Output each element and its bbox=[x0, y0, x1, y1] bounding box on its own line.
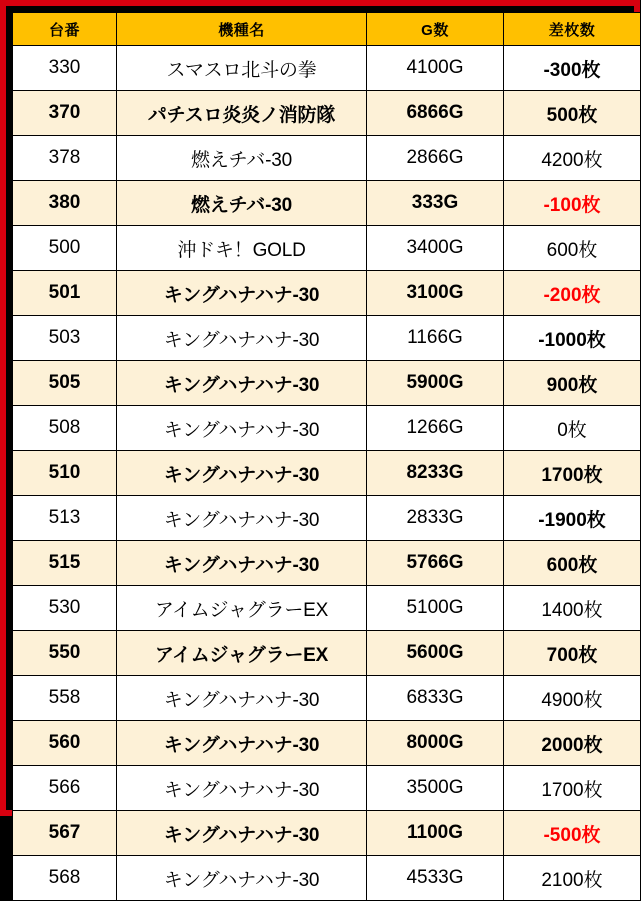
table-row bbox=[13, 766, 641, 811]
table-header bbox=[13, 13, 641, 46]
column-header-diff: 差枚数 bbox=[504, 13, 641, 46]
cell-machine-name: 燃えチバ-30 bbox=[117, 181, 367, 226]
cell-machine-name: アイムジャグラーEX bbox=[117, 586, 367, 631]
table-row bbox=[13, 496, 641, 541]
cell-machine-name: 沖ドキ！GOLD bbox=[117, 226, 367, 271]
cell-diff-medals: -200枚 bbox=[504, 271, 641, 316]
cell-games: 1100G bbox=[367, 811, 504, 856]
cell-diff-medals: 2100枚 bbox=[504, 856, 641, 901]
cell-games: 3400G bbox=[367, 226, 504, 271]
cell-machine-name: 燃えチバ-30 bbox=[117, 136, 367, 181]
cell-games: 8233G bbox=[367, 451, 504, 496]
cell-dai-number: 530 bbox=[13, 586, 117, 631]
table-row bbox=[13, 586, 641, 631]
cell-dai-number: 550 bbox=[13, 631, 117, 676]
cell-games: 4533G bbox=[367, 856, 504, 901]
cell-machine-name: キングハナハナ-30 bbox=[117, 541, 367, 586]
cell-diff-medals: 1700枚 bbox=[504, 451, 641, 496]
cell-dai-number: 568 bbox=[13, 856, 117, 901]
cell-dai-number: 560 bbox=[13, 721, 117, 766]
table-body bbox=[13, 46, 641, 901]
cell-machine-name: パチスロ炎炎ノ消防隊 bbox=[117, 91, 367, 136]
table-row bbox=[13, 361, 641, 406]
cell-machine-name: キングハナハナ-30 bbox=[117, 721, 367, 766]
cell-diff-medals: 1700枚 bbox=[504, 766, 641, 811]
table-row bbox=[13, 226, 641, 271]
cell-games: 5600G bbox=[367, 631, 504, 676]
cell-dai-number: 510 bbox=[13, 451, 117, 496]
cell-dai-number: 501 bbox=[13, 271, 117, 316]
table-row bbox=[13, 811, 641, 856]
cell-machine-name: キングハナハナ-30 bbox=[117, 766, 367, 811]
cell-dai-number: 513 bbox=[13, 496, 117, 541]
cell-machine-name: キングハナハナ-30 bbox=[117, 811, 367, 856]
table-row bbox=[13, 631, 641, 676]
table-row bbox=[13, 541, 641, 586]
cell-machine-name: キングハナハナ-30 bbox=[117, 361, 367, 406]
cell-games: 1166G bbox=[367, 316, 504, 361]
table-row bbox=[13, 91, 641, 136]
cell-dai-number: 558 bbox=[13, 676, 117, 721]
cell-machine-name: キングハナハナ-30 bbox=[117, 496, 367, 541]
cell-diff-medals: -500枚 bbox=[504, 811, 641, 856]
cell-dai-number: 378 bbox=[13, 136, 117, 181]
cell-diff-medals: 2000枚 bbox=[504, 721, 641, 766]
cell-games: 2833G bbox=[367, 496, 504, 541]
table-container bbox=[12, 12, 640, 891]
table-row bbox=[13, 181, 641, 226]
table-row bbox=[13, 721, 641, 766]
table-header-row bbox=[13, 13, 641, 46]
cell-games: 3500G bbox=[367, 766, 504, 811]
cell-machine-name: キングハナハナ-30 bbox=[117, 271, 367, 316]
column-header-games: G数 bbox=[367, 13, 504, 46]
table-row bbox=[13, 316, 641, 361]
cell-machine-name: アイムジャグラーEX bbox=[117, 631, 367, 676]
cell-dai-number: 567 bbox=[13, 811, 117, 856]
cell-diff-medals: -1900枚 bbox=[504, 496, 641, 541]
cell-games: 4100G bbox=[367, 46, 504, 91]
table-row bbox=[13, 406, 641, 451]
cell-diff-medals: 1400枚 bbox=[504, 586, 641, 631]
cell-dai-number: 380 bbox=[13, 181, 117, 226]
cell-diff-medals: 4900枚 bbox=[504, 676, 641, 721]
cell-machine-name: キングハナハナ-30 bbox=[117, 856, 367, 901]
cell-diff-medals: 0枚 bbox=[504, 406, 641, 451]
table-row bbox=[13, 136, 641, 181]
cell-games: 6833G bbox=[367, 676, 504, 721]
cell-dai-number: 500 bbox=[13, 226, 117, 271]
cell-machine-name: スマスロ北斗の拳 bbox=[117, 46, 367, 91]
column-header-kishu: 機種名 bbox=[117, 13, 367, 46]
table-row bbox=[13, 676, 641, 721]
table-row bbox=[13, 451, 641, 496]
cell-games: 2866G bbox=[367, 136, 504, 181]
cell-games: 333G bbox=[367, 181, 504, 226]
cell-diff-medals: 500枚 bbox=[504, 91, 641, 136]
cell-dai-number: 503 bbox=[13, 316, 117, 361]
cell-dai-number: 515 bbox=[13, 541, 117, 586]
cell-dai-number: 508 bbox=[13, 406, 117, 451]
cell-diff-medals: 4200枚 bbox=[504, 136, 641, 181]
cell-games: 5900G bbox=[367, 361, 504, 406]
cell-machine-name: キングハナハナ-30 bbox=[117, 451, 367, 496]
cell-diff-medals: -1000枚 bbox=[504, 316, 641, 361]
cell-machine-name: キングハナハナ-30 bbox=[117, 406, 367, 451]
table-row bbox=[13, 46, 641, 91]
cell-machine-name: キングハナハナ-30 bbox=[117, 316, 367, 361]
cell-dai-number: 330 bbox=[13, 46, 117, 91]
cell-games: 8000G bbox=[367, 721, 504, 766]
cell-diff-medals: 600枚 bbox=[504, 541, 641, 586]
cell-machine-name: キングハナハナ-30 bbox=[117, 676, 367, 721]
cell-diff-medals: 700枚 bbox=[504, 631, 641, 676]
cell-games: 3100G bbox=[367, 271, 504, 316]
cell-diff-medals: -300枚 bbox=[504, 46, 641, 91]
cell-diff-medals: 900枚 bbox=[504, 361, 641, 406]
slot-machine-results-table bbox=[12, 12, 641, 901]
cell-games: 1266G bbox=[367, 406, 504, 451]
table-row bbox=[13, 271, 641, 316]
table-row bbox=[13, 856, 641, 901]
cell-games: 5766G bbox=[367, 541, 504, 586]
cell-games: 5100G bbox=[367, 586, 504, 631]
column-header-dai: 台番 bbox=[13, 13, 117, 46]
cell-diff-medals: 600枚 bbox=[504, 226, 641, 271]
cell-games: 6866G bbox=[367, 91, 504, 136]
cell-dai-number: 505 bbox=[13, 361, 117, 406]
cell-dai-number: 566 bbox=[13, 766, 117, 811]
cell-dai-number: 370 bbox=[13, 91, 117, 136]
cell-diff-medals: -100枚 bbox=[504, 181, 641, 226]
